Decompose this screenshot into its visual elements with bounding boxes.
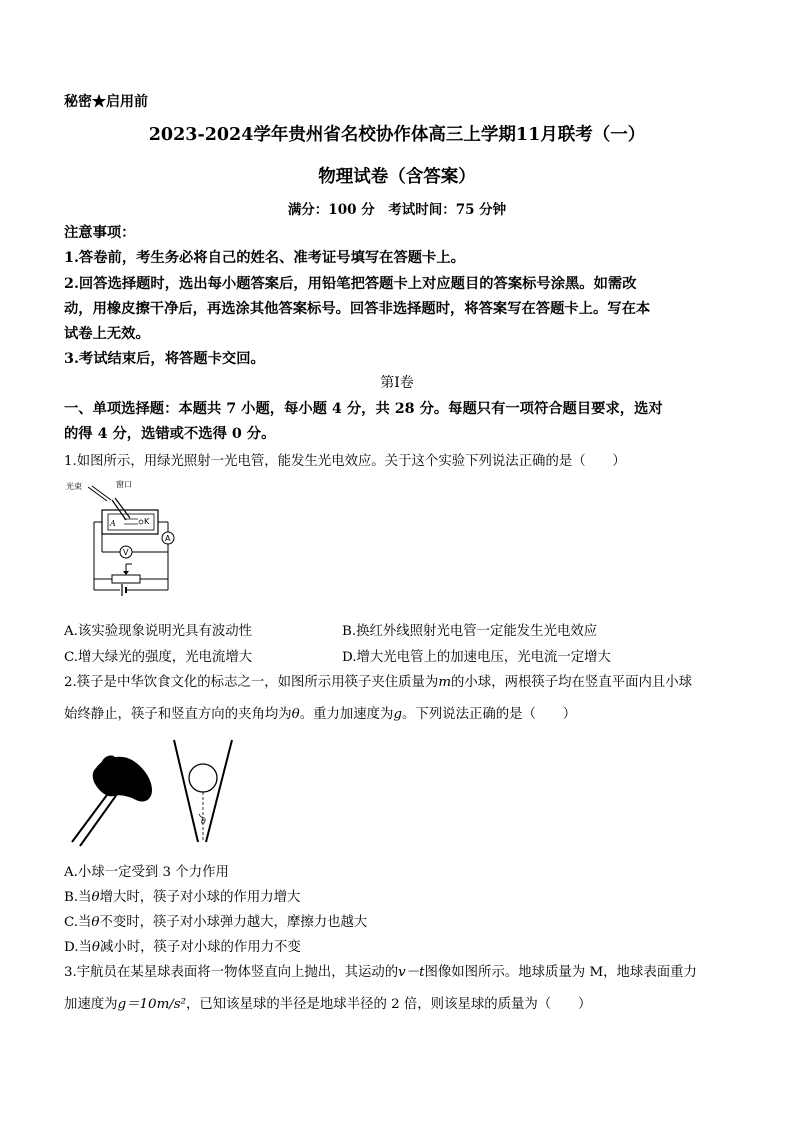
q1-stem: 1.如图所示，用绿光照射一光电管，能发生光电效应。关于这个实验下列说法正确的是（ ） (64, 454, 626, 469)
q2-option-d: D.当θ减小时，筷子对小球的作用力不变 (64, 940, 301, 955)
notes-line-5: 3.考试结束后，将答题卡交回。 (64, 351, 265, 367)
q2-option-c: C.当θ不变时，筷子对小球弹力越大，摩擦力也越大 (64, 915, 368, 930)
part-label: 第Ⅰ卷 (380, 375, 414, 391)
q2-option-b: B.当θ增大时，筷子对小球的作用力增大 (64, 890, 301, 905)
notes-line-4: 试卷上无效。 (64, 326, 150, 342)
exam-title: 2023-2024学年贵州省名校协作体高三上学期11月联考（一） (148, 125, 646, 145)
photoelectric-circuit-figure (64, 476, 194, 606)
chopsticks-hand-figure (68, 738, 158, 848)
fig-label-cathode: K (144, 517, 150, 526)
notes-heading: 注意事项： (64, 225, 136, 241)
notes-line-3: 动，用橡皮擦干净后，再选涂其他答案标号。回答非选择题时，将答案写在答题卡上。写在本 (64, 301, 651, 317)
fig-label-anode: A (110, 519, 116, 528)
score-time-line: 满分：100 分 考试时间：75 分钟 (287, 202, 507, 218)
q2-stem-line-1: 2.筷子是中华饮食文化的标志之一，如图所示用筷子夹住质量为m的小球，两根筷子均在竖直平面内且小球 (64, 675, 693, 690)
section-heading-line-1: 一、单项选择题：本题共 7 小题，每小题 4 分，共 28 分。每题只有一项符合题目要求，选对 (64, 401, 663, 417)
q3-g-expression: g＝10m/s² (117, 997, 187, 1012)
q3-vt-label: v－t (398, 965, 425, 980)
q3-stem-line-1: 3.宇航员在某星球表面将一物体竖直向上抛出，其运动的v－t图像如图所示。地球质量为 M，地球表面重力 (64, 965, 697, 980)
notes-line-1: 1.答卷前，考生务必将自己的姓名、准考证号填写在答题卡上。 (64, 250, 465, 266)
q2-var-theta: θ (291, 707, 300, 722)
notes-line-2: 2.回答选择题时，选出每小题答案后，用铅笔把答题卡上对应题目的答案标号涂黑。如需改 (64, 276, 637, 292)
section-heading-line-2: 的得 4 分，选错或不选得 0 分。 (64, 426, 276, 442)
exam-subtitle: 物理试卷（含答案） (318, 167, 476, 187)
q1-option-b: B.换红外线照射光电管一定能发生光电效应 (342, 624, 598, 639)
q2-var-m: m (438, 675, 452, 690)
q3-stem-line-2: 加速度为g＝10m/s²，已知该星球的半径是地球半径的 2 倍，则该星球的质量为（ ） (64, 997, 592, 1012)
q2-var-g: g (393, 707, 403, 722)
chopsticks-ball-figure (168, 738, 238, 848)
secret-label: 秘密★启用前 (64, 94, 148, 110)
q2-stem-line-2: 始终静止，筷子和竖直方向的夹角均为θ。重力加速度为g。下列说法正确的是（ ） (64, 707, 577, 722)
fig-theta-label: θ (201, 817, 206, 826)
q1-option-d: D.增大光电管上的加速电压，光电流一定增大 (342, 650, 611, 665)
q1-option-c: C.增大绿光的强度，光电流增大 (64, 650, 253, 665)
fig-label-beam: 光束 (66, 482, 82, 491)
fig-label-ammeter: A (165, 534, 171, 543)
q1-option-a: A.该实验现象说明光具有波动性 (64, 624, 253, 639)
fig-label-window: 窗口 (116, 480, 132, 489)
q2-option-a: A.小球一定受到 3 个力作用 (64, 865, 229, 880)
fig-label-voltmeter: V (123, 548, 129, 557)
